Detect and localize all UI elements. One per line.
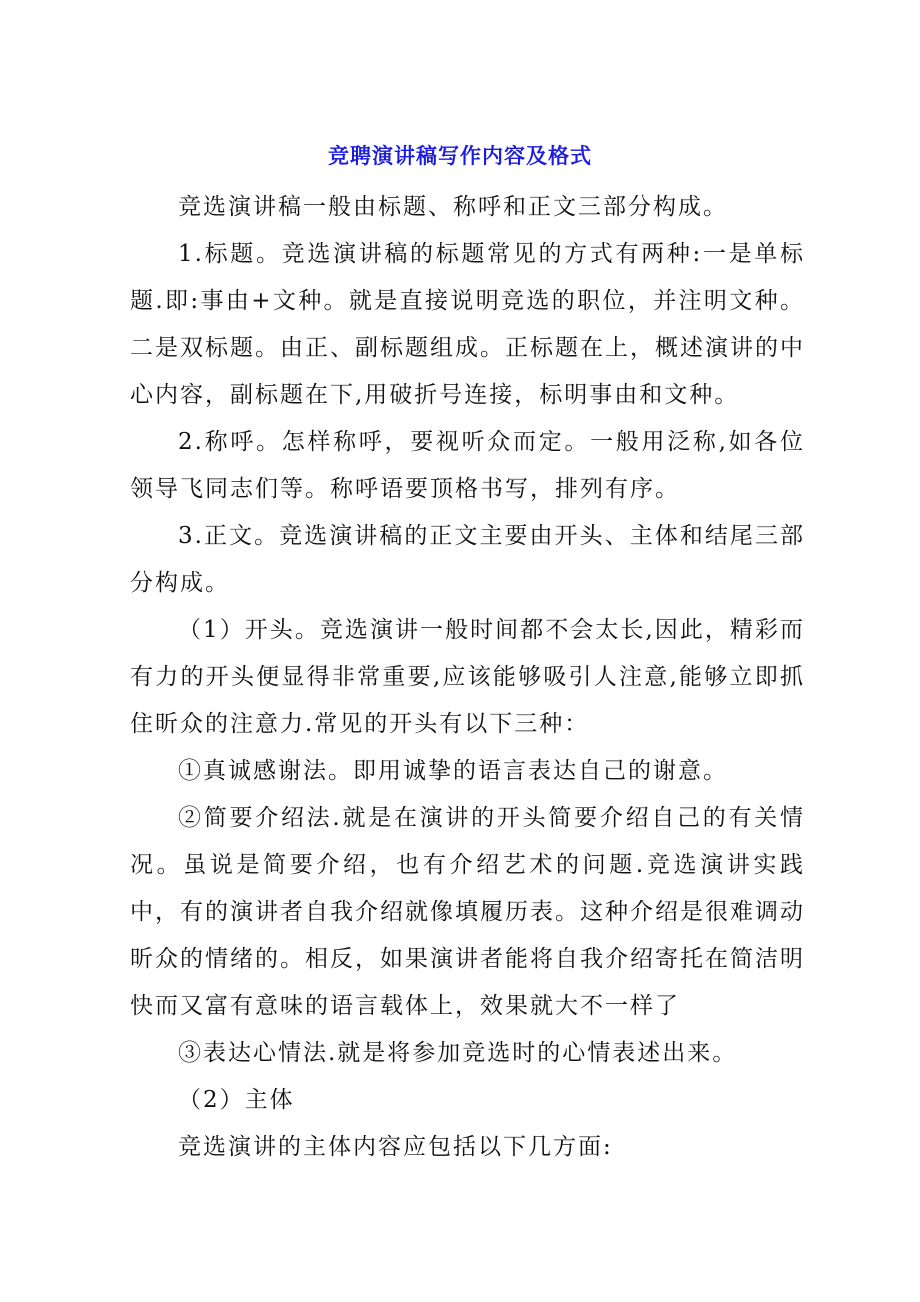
paragraph-intro: 竞选演讲稿一般由标题、称呼和正文三部分构成。 [178, 194, 728, 220]
paragraph-main-heading: （2）主体 [178, 1087, 295, 1113]
paragraph-main-content: 竞选演讲的主体内容应包括以下几方面: [178, 1134, 613, 1160]
paragraph-method-intro: ②简要介绍法.就是在演讲的开头简要介绍自己的有关情况。虽说是简要介绍，也有介绍艺术的问题.竞选演讲实践中，有的演讲者自我介绍就像填履历表。这种介绍是很难调动昕众的情绪的。相反，如果演讲者能将自我介绍寄托在简洁明快而又富有意味的语言载体上，效果就大不一样了 [130, 805, 805, 1019]
document-title: 竞聘演讲稿写作内容及格式 [328, 144, 592, 168]
paragraph-body-section: 3.正文。竞选演讲稿的正文主要由开头、主体和结尾三部分构成。 [130, 523, 805, 596]
paragraph-method-thanks: ①真诚感谢法。即用诚挚的语言表达自己的谢意。 [178, 758, 728, 784]
paragraph-title-section: 1.标题。竞选演讲稿的标题常见的方式有两种:一是单标题.即:事由+文种。就是直接说明竞选的职位，并注明文种。二是双标题。由正、副标题组成。正标题在上，概述演讲的中心内容，副标题在下,用破折号连接，标明事由和文种。 [130, 241, 805, 408]
paragraph-opening: （1）开头。竞选演讲一般时间都不会太长,因此，精彩而有力的开头便显得非常重要,应该能够吸引人注意,能够立即抓住昕众的注意力.常见的开头有以下三种： [130, 617, 805, 737]
paragraph-salutation-section: 2.称呼。怎样称呼，要视听众而定。一般用泛称,如各位领导飞同志们等。称呼语要顶格书写，排列有序。 [130, 429, 805, 502]
document-body [130, 184, 805, 1171]
paragraph-method-feeling: ③表达心情法.就是将参加竞选时的心情表述出来。 [178, 1040, 738, 1066]
